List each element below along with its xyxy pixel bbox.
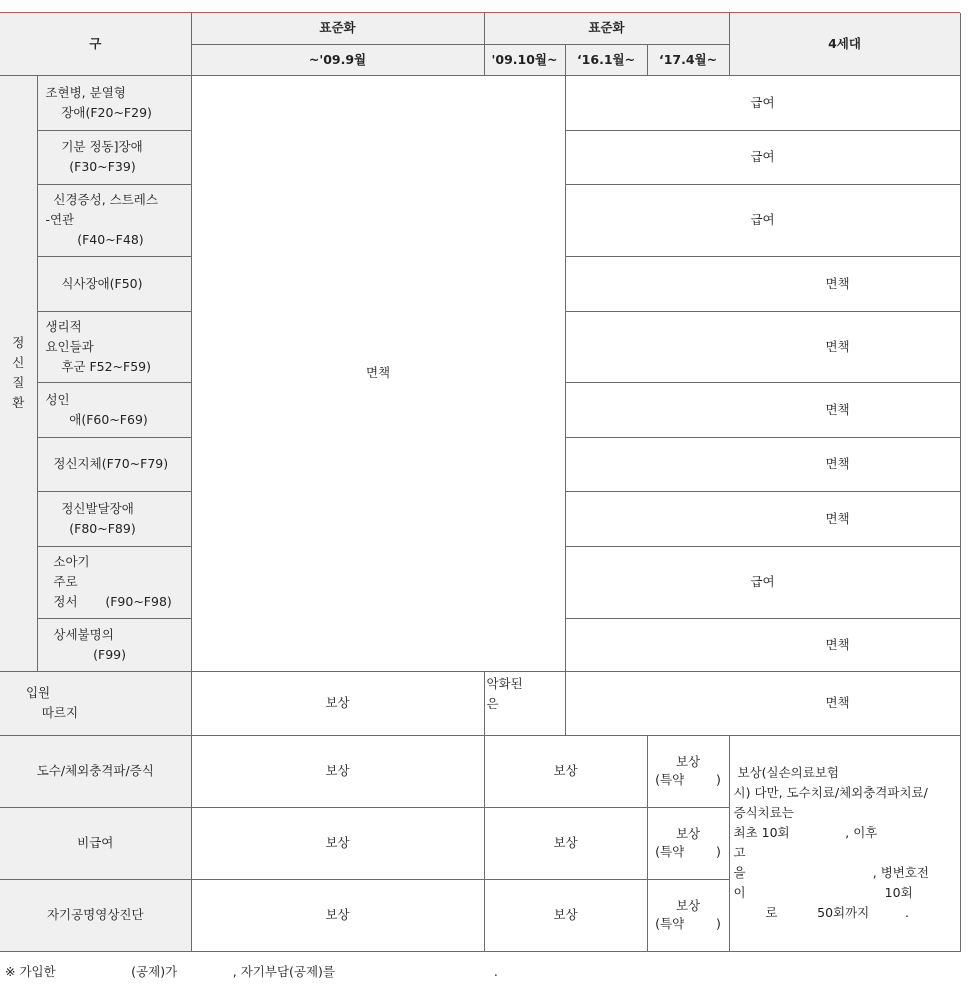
bottom-row-label: 도수/체외충격파/증식 xyxy=(0,735,191,807)
bottom-row-value-1: 보상 xyxy=(191,735,484,807)
header-gu: 구 xyxy=(0,13,191,75)
mental-row-value: 면책 xyxy=(565,311,960,382)
mental-row-label: 소아기 주로 정서 (F90~F98) xyxy=(37,546,191,618)
mental-row-value: 급여 xyxy=(565,130,960,184)
header-std-1: 표준화 xyxy=(191,13,484,44)
header-gen4: 4세대 xyxy=(729,13,960,75)
admission-row xyxy=(0,671,960,735)
bottom-row-value-3: 보상 (특약 ) xyxy=(647,879,729,951)
mental-row-value: 급여 xyxy=(565,75,960,130)
admission-value-3: 면책 xyxy=(565,671,960,735)
mental-row-label: 상세불명의 (F99) xyxy=(37,618,191,671)
bottom-row-value-1: 보상 xyxy=(191,879,484,951)
admission-label: 입원 따르지 xyxy=(0,671,191,735)
mental-row-value: 급여 xyxy=(565,184,960,256)
mental-row-label: 정신발달장애 (F80~F89) xyxy=(37,491,191,546)
mental-row-label: 식사장애(F50) xyxy=(37,256,191,311)
mental-side-label: 정 신 질 환 xyxy=(0,75,37,671)
admission-value-2: 악화된 은 xyxy=(484,671,565,735)
mental-row-label: 기분 정동]장애 (F30~F39) xyxy=(37,130,191,184)
header-std-2: 표준화 xyxy=(484,13,729,44)
bottom-row-label: 자기공명영상진단 xyxy=(0,879,191,951)
bottom-row-value-2: 보상 xyxy=(484,807,647,879)
mental-left-value: 면책 xyxy=(191,75,565,671)
period-1: ~'09.9월 xyxy=(191,44,484,75)
header-row-1 xyxy=(0,13,960,44)
mental-row-value: 면책 xyxy=(565,256,960,311)
mental-row xyxy=(0,75,960,130)
bottom-row-value-2: 보상 xyxy=(484,735,647,807)
bottom-row-value-1: 보상 xyxy=(191,807,484,879)
bottom-row-value-2: 보상 xyxy=(484,879,647,951)
mental-row-value: 면책 xyxy=(565,437,960,491)
gen4-note: 보상(실손의료보험 시) 다만, 도수치료/체외충격파치료/ 증식치료는 최초 10회 , 이후 고 을 , 병변호전 이 10회 로 50회까지 . xyxy=(729,735,960,951)
coverage-table xyxy=(0,13,961,952)
mental-row-value: 면책 xyxy=(565,491,960,546)
mental-row-value: 면책 xyxy=(565,618,960,671)
bottom-row-value-3: 보상 (특약 ) xyxy=(647,735,729,807)
mental-row-label: 신경증성, 스트레스 -연관 (F40~F48) xyxy=(37,184,191,256)
bottom-row-value-3: 보상 (특약 ) xyxy=(647,807,729,879)
admission-value-1: 보상 xyxy=(191,671,484,735)
period-3: ‘16.1월~ xyxy=(565,44,647,75)
mental-row-value: 면책 xyxy=(565,382,960,437)
footnote: ※ 가입한 (공제)가 , 자기부담(공제)를 . xyxy=(5,964,498,979)
mental-row-value: 급여 xyxy=(565,546,960,618)
bottom-row-label: 비급여 xyxy=(0,807,191,879)
mental-row-label: 정신지체(F70~F79) xyxy=(37,437,191,491)
period-2: '09.10월~ xyxy=(484,44,565,75)
period-4: ‘17.4월~ xyxy=(647,44,729,75)
bottom-row xyxy=(0,735,960,807)
mental-row-label: 생리적 요인들과 후군 F52~F59) xyxy=(37,311,191,382)
mental-row-label: 성인 애(F60~F69) xyxy=(37,382,191,437)
mental-row-label: 조현병, 분열형 장애(F20~F29) xyxy=(37,75,191,130)
